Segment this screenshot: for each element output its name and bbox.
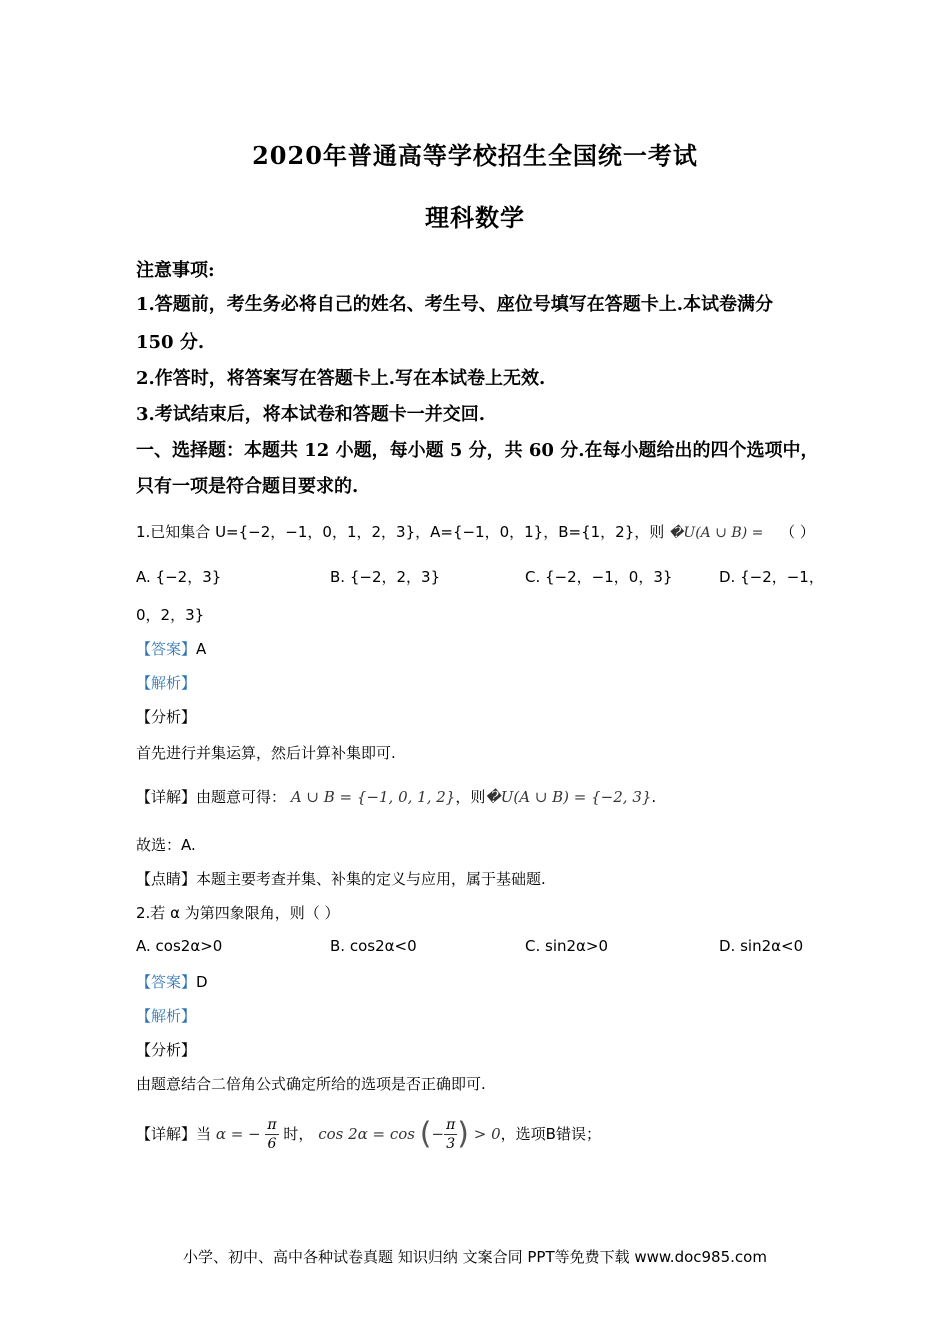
q1-stem — [136, 521, 815, 542]
fraction-denominator: 6 — [267, 1136, 277, 1152]
detail-formula-complement: �U(A ∪ B) = {−2, 3} — [485, 788, 652, 806]
notice-heading: 注意事项: — [136, 260, 215, 281]
notice-item-1-cont: 150 分. — [136, 332, 205, 353]
fraction-pi-over-6 — [265, 1116, 278, 1153]
q2-option-b: B. cos2α<0 — [330, 937, 417, 955]
answer-value: A — [196, 640, 207, 658]
exam-title: 2020年普通高等学校招生全国统一考试 — [252, 141, 698, 170]
fraction-pi-over-3 — [444, 1116, 457, 1153]
negative-sign: − — [431, 1125, 445, 1143]
detail-text-c: ，选项B错误； — [500, 1125, 601, 1143]
alpha-equals: α = − — [215, 1125, 261, 1143]
detail-text-b: ，则 — [455, 788, 486, 806]
q2-analysis-tag: 【解析】 — [136, 1007, 197, 1025]
detail-tag: 【详解】 — [136, 1125, 197, 1143]
q1-option-b: B. {−2，2，3} — [330, 568, 441, 586]
q1-option-c: C. {−2，−1，0，3} — [525, 568, 673, 586]
section-heading: 一、选择题：本题共 12 小题，每小题 5 分，共 60 分.在每小题给出的四个选项中， — [136, 440, 819, 461]
dianjing-tag: 【点睛】 — [136, 870, 197, 888]
detail-text-b: 时， — [283, 1125, 314, 1143]
detail-tag: 【详解】 — [136, 788, 197, 806]
answer-tag: 【答案】 — [136, 973, 197, 991]
q1-option-d: D. {−2，−1， — [719, 568, 824, 586]
q1-answer — [136, 638, 206, 659]
section-heading-cont: 只有一项是符合题目要求的. — [136, 476, 359, 497]
q1-stem-text: 1.已知集合 U={−2，−1，0，1，2，3}，A={−1，0，1}，B={1，2}，则 — [136, 523, 665, 541]
q1-choice: 故选：A. — [136, 836, 196, 854]
q2-fenxi-tag: 【分析】 — [136, 1041, 197, 1059]
q2-option-c: C. sin2α>0 — [525, 937, 609, 955]
fraction-numerator: π — [446, 1117, 456, 1133]
notice-item-2: 2.作答时，将答案写在答题卡上.写在本试卷上无效. — [136, 368, 546, 389]
notice-item-3: 3.考试结束后，将本试卷和答题卡一并交回. — [136, 404, 486, 425]
q1-option-a: A. {−2，3} — [136, 568, 222, 586]
cos-equation: cos 2α = cos — [318, 1125, 415, 1143]
q2-answer — [136, 971, 208, 992]
q2-detail: 【详解】当 α = − $\frac{\pi}{6}$ 时， cos 2α = cos (− $\frac{\pi}{3}$ ) > 0，选项B错误； — [136, 1116, 601, 1152]
q1-formula: �U(A ∪ B) = — [669, 525, 764, 541]
answer-value: D — [196, 973, 208, 991]
q2-stem: 2.若 α 为第四象限角，则（ ） — [136, 904, 340, 922]
answer-tag: 【答案】 — [136, 640, 197, 658]
exam-subtitle: 理科数学 — [425, 203, 525, 232]
detail-formula-union: A ∪ B = {−1, 0, 1, 2} — [290, 788, 456, 806]
q1-analysis-tag: 【解析】 — [136, 674, 197, 692]
detail-text-c: . — [651, 788, 657, 806]
q2-fenxi: 由题意结合二倍角公式确定所给的选项是否正确即可. — [136, 1075, 486, 1093]
q2-option-a: A. cos2α>0 — [136, 937, 223, 955]
q2-option-d: D. sin2α<0 — [719, 937, 804, 955]
notice-item-1: 1.答题前，考生务必将自己的姓名、考生号、座位号填写在答题卡上.本试卷满分 — [136, 294, 774, 315]
q1-fenxi-tag: 【分析】 — [136, 708, 197, 726]
dianjing-text: 本题主要考查并集、补集的定义与应用，属于基础题. — [196, 870, 546, 888]
detail-text-a: 由题意可得： — [196, 788, 287, 806]
page-footer: 小学、初中、高中各种试卷真题 知识归纳 文案合同 PPT等免费下载 www.doc985.com — [183, 1248, 767, 1266]
q1-paren: （ ） — [780, 523, 815, 541]
q1-option-d-cont: 0，2，3} — [136, 606, 205, 624]
fraction-denominator: 3 — [446, 1136, 456, 1152]
q1-detail — [136, 786, 656, 807]
greater-than-zero: > 0 — [473, 1125, 501, 1143]
q1-dianjing — [136, 868, 546, 889]
detail-text-a: 当 — [196, 1125, 212, 1143]
fraction-numerator: π — [267, 1117, 277, 1133]
q1-fenxi: 首先进行并集运算，然后计算补集即可. — [136, 744, 396, 762]
